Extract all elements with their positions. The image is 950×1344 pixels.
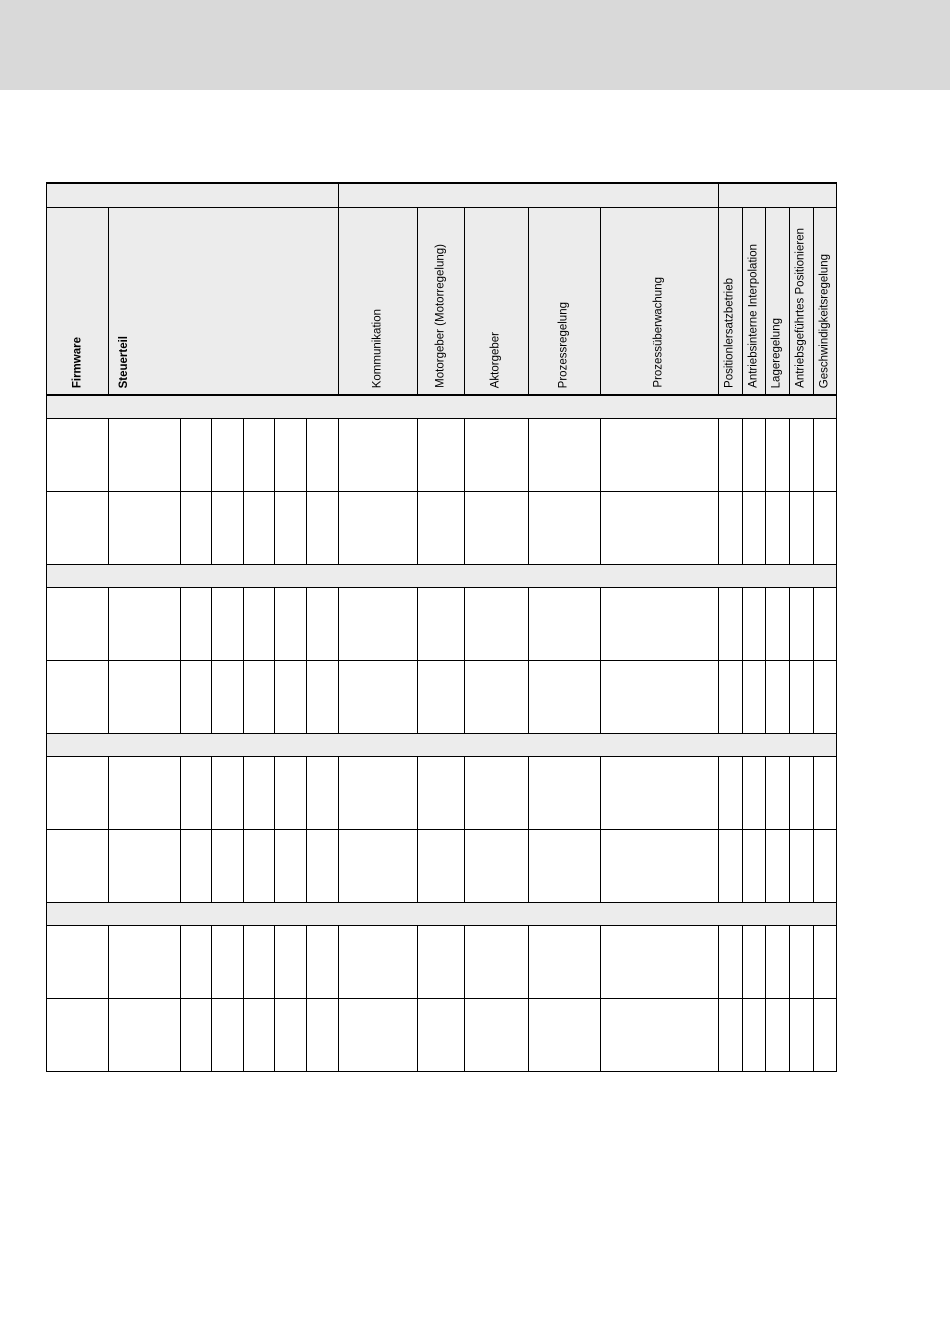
- cell: [528, 757, 600, 830]
- cell: [718, 757, 742, 830]
- section-row: [47, 565, 837, 588]
- cell: [275, 419, 307, 492]
- col-label-prozessregelung: Prozessregelung: [557, 301, 570, 388]
- section-title: [47, 903, 837, 926]
- cell: [528, 588, 600, 661]
- cell: [275, 588, 307, 661]
- section-title: [47, 734, 837, 757]
- cell: [307, 588, 339, 661]
- cell: [418, 419, 465, 492]
- cell: [181, 419, 212, 492]
- cell: [244, 926, 275, 999]
- col-header-positionieren: [789, 208, 813, 396]
- cell: [212, 757, 244, 830]
- cell-steuerteil: [109, 757, 181, 830]
- section-title: [47, 395, 837, 419]
- col-header-kommunikation: [339, 208, 418, 396]
- cell: [307, 926, 339, 999]
- cell-firmware: [47, 999, 109, 1072]
- table-row: [47, 419, 837, 492]
- col-label-motorgeber: Motorgeber (Motorregelung): [434, 244, 447, 388]
- section-title: [47, 565, 837, 588]
- cell-steuerteil: [109, 926, 181, 999]
- cell: [465, 830, 528, 903]
- cell: [339, 999, 418, 1072]
- cell: [742, 999, 765, 1072]
- cell: [275, 757, 307, 830]
- cell: [600, 661, 718, 734]
- col-header-aktorgeber: [465, 208, 528, 396]
- cell: [181, 492, 212, 565]
- cell: [465, 588, 528, 661]
- cell: [307, 757, 339, 830]
- cell: [418, 830, 465, 903]
- col-header-motorgeber: [418, 208, 465, 396]
- col-header-steuerteil: [109, 208, 339, 396]
- cell: [789, 661, 813, 734]
- cell: [742, 830, 765, 903]
- cell-firmware: [47, 661, 109, 734]
- cell: [718, 830, 742, 903]
- table-row: [47, 492, 837, 565]
- cell: [244, 661, 275, 734]
- table-row: [47, 926, 837, 999]
- cell: [528, 419, 600, 492]
- cell: [765, 757, 789, 830]
- cell: [813, 419, 836, 492]
- cell: [789, 588, 813, 661]
- cell: [181, 830, 212, 903]
- table-row: [47, 757, 837, 830]
- cell: [244, 999, 275, 1072]
- col-label-firmware: Firmware: [70, 336, 83, 388]
- cell: [275, 926, 307, 999]
- column-group-row: [47, 183, 837, 208]
- cell: [307, 661, 339, 734]
- cell-steuerteil: [109, 999, 181, 1072]
- cell: [212, 661, 244, 734]
- cell: [339, 492, 418, 565]
- section-row: [47, 903, 837, 926]
- col-header-prozessueberwachung: [600, 208, 718, 396]
- cell: [307, 999, 339, 1072]
- cell: [600, 419, 718, 492]
- col-label-positionlersatzbetrieb: Positionlersatzbetrieb: [723, 278, 736, 388]
- col-label-kommunikation: Kommunikation: [371, 308, 384, 388]
- cell: [528, 999, 600, 1072]
- cell: [465, 926, 528, 999]
- cell: [813, 661, 836, 734]
- cell: [813, 492, 836, 565]
- col-header-lageregelung: [765, 208, 789, 396]
- cell: [244, 419, 275, 492]
- cell: [718, 926, 742, 999]
- cell-steuerteil: [109, 830, 181, 903]
- cell: [244, 830, 275, 903]
- cell: [789, 926, 813, 999]
- cell: [275, 999, 307, 1072]
- col-label-positionieren: Antriebsgeführtes Positionieren: [794, 228, 807, 388]
- cell-firmware: [47, 419, 109, 492]
- cell: [765, 492, 789, 565]
- cell: [418, 757, 465, 830]
- cell: [465, 492, 528, 565]
- cell: [465, 999, 528, 1072]
- cell: [765, 830, 789, 903]
- cell: [742, 419, 765, 492]
- cell: [339, 830, 418, 903]
- group-header-features: [339, 183, 718, 208]
- cell: [742, 492, 765, 565]
- cell: [600, 757, 718, 830]
- cell: [718, 492, 742, 565]
- cell: [181, 661, 212, 734]
- cell: [418, 999, 465, 1072]
- cell: [718, 588, 742, 661]
- cell: [212, 926, 244, 999]
- cell: [765, 419, 789, 492]
- cell: [339, 757, 418, 830]
- cell: [765, 588, 789, 661]
- cell: [418, 926, 465, 999]
- cell: [600, 926, 718, 999]
- cell-steuerteil: [109, 588, 181, 661]
- cell: [789, 492, 813, 565]
- feature-matrix-table: [46, 182, 837, 1072]
- table-row: [47, 588, 837, 661]
- cell: [339, 588, 418, 661]
- cell: [789, 830, 813, 903]
- cell: [244, 588, 275, 661]
- col-label-prozessueberwachung: Prozessüberwachung: [652, 277, 665, 388]
- cell: [339, 926, 418, 999]
- cell: [789, 757, 813, 830]
- table-row: [47, 830, 837, 903]
- cell: [465, 757, 528, 830]
- cell: [465, 661, 528, 734]
- cell: [212, 999, 244, 1072]
- col-label-steuerteil: Steuerteil: [118, 335, 131, 388]
- cell: [339, 419, 418, 492]
- col-label-lageregelung: Lageregelung: [770, 317, 783, 388]
- col-label-geschwindigkeitsregelung: Geschwindigkeitsregelung: [818, 253, 831, 388]
- cell: [813, 999, 836, 1072]
- column-header-row: [47, 208, 837, 396]
- cell: [244, 492, 275, 565]
- cell: [244, 757, 275, 830]
- cell: [212, 419, 244, 492]
- cell: [181, 926, 212, 999]
- cell: [718, 661, 742, 734]
- col-header-interpolation: [742, 208, 765, 396]
- cell: [181, 757, 212, 830]
- cell: [418, 661, 465, 734]
- cell: [339, 661, 418, 734]
- cell-firmware: [47, 926, 109, 999]
- cell-steuerteil: [109, 492, 181, 565]
- cell: [528, 661, 600, 734]
- page-header-band: [0, 0, 950, 90]
- cell-firmware: [47, 830, 109, 903]
- section-row: [47, 395, 837, 419]
- cell: [765, 661, 789, 734]
- section-row: [47, 734, 837, 757]
- cell: [718, 419, 742, 492]
- cell: [212, 492, 244, 565]
- cell: [307, 492, 339, 565]
- group-header-modes: [718, 183, 836, 208]
- cell: [600, 830, 718, 903]
- col-header-geschwindigkeitsregelung: [813, 208, 836, 396]
- cell: [275, 492, 307, 565]
- cell-steuerteil: [109, 419, 181, 492]
- cell: [275, 830, 307, 903]
- cell: [465, 419, 528, 492]
- cell: [600, 588, 718, 661]
- cell: [742, 661, 765, 734]
- cell: [275, 661, 307, 734]
- cell: [528, 830, 600, 903]
- col-header-positionlersatzbetrieb: [718, 208, 742, 396]
- cell: [600, 492, 718, 565]
- cell: [789, 999, 813, 1072]
- cell: [813, 830, 836, 903]
- cell: [765, 999, 789, 1072]
- group-header-hardware: [47, 183, 339, 208]
- cell: [600, 999, 718, 1072]
- table-row: [47, 661, 837, 734]
- cell: [212, 588, 244, 661]
- cell: [742, 757, 765, 830]
- cell: [742, 926, 765, 999]
- cell: [181, 999, 212, 1072]
- cell: [528, 492, 600, 565]
- cell-firmware: [47, 757, 109, 830]
- cell: [418, 588, 465, 661]
- cell: [813, 588, 836, 661]
- cell: [307, 419, 339, 492]
- cell-firmware: [47, 588, 109, 661]
- col-header-prozessregelung: [528, 208, 600, 396]
- cell: [742, 588, 765, 661]
- cell: [307, 830, 339, 903]
- cell-steuerteil: [109, 661, 181, 734]
- col-header-firmware: [47, 208, 109, 396]
- cell-firmware: [47, 492, 109, 565]
- cell: [528, 926, 600, 999]
- cell: [181, 588, 212, 661]
- col-label-aktorgeber: Aktorgeber: [489, 331, 502, 388]
- cell: [789, 419, 813, 492]
- cell: [418, 492, 465, 565]
- cell: [718, 999, 742, 1072]
- col-label-interpolation: Antriebsinterne Interpolation: [747, 244, 760, 388]
- cell: [813, 757, 836, 830]
- cell: [813, 926, 836, 999]
- cell: [212, 830, 244, 903]
- cell: [765, 926, 789, 999]
- table-row: [47, 999, 837, 1072]
